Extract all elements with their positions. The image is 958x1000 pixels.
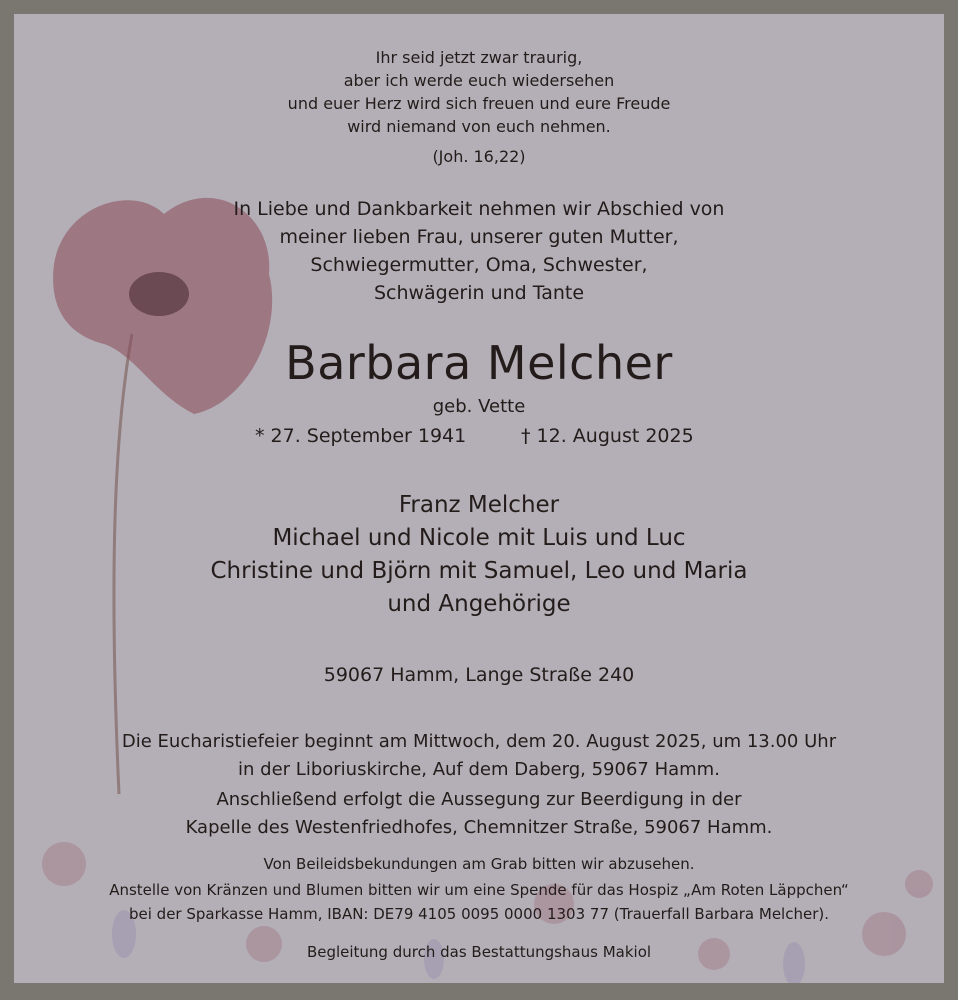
deceased-name: Barbara Melcher — [285, 336, 673, 390]
service-line: Kapelle des Westenfriedhofes, Chemnitzer Straße, 59067 Hamm. — [185, 817, 773, 838]
family-line: und Angehörige — [387, 591, 571, 617]
bible-reference: (Joh. 16,22) — [432, 147, 526, 166]
poem-line: aber ich werde euch wiedersehen — [343, 71, 615, 90]
dedication-line: In Liebe und Dankbarkeit nehmen wir Abschied von — [233, 198, 725, 220]
maiden-name: geb. Vette — [432, 396, 526, 417]
poem-line: Ihr seid jetzt zwar traurig, — [375, 48, 583, 67]
service-line: Die Eucharistiefeier beginnt am Mittwoch, dem 20. August 2025, um 13.00 Uhr — [121, 731, 837, 752]
death-date: † 12. August 2025 — [521, 425, 694, 447]
bank-details: bei der Sparkasse Hamm, IBAN: DE79 4105 0095 0000 1303 77 (Trauerfall Barbara Melcher). — [128, 905, 829, 923]
service-line: Anschließend erfolgt die Aussegung zur Beerdigung in der — [216, 789, 742, 810]
funeral-home-credit: Begleitung durch das Bestattungshaus Makiol — [306, 943, 652, 961]
dedication-line: Schwiegermutter, Oma, Schwester, — [310, 254, 648, 276]
dedication-line: meiner lieben Frau, unserer guten Mutter, — [279, 226, 679, 248]
birth-date: * 27. September 1941 — [255, 425, 467, 447]
family-line: Michael und Nicole mit Luis und Luc — [272, 525, 686, 551]
dedication-line: Schwägerin und Tante — [373, 282, 585, 304]
address: 59067 Hamm, Lange Straße 240 — [323, 664, 635, 686]
obituary-card — [14, 14, 944, 983]
family-line: Christine und Björn mit Samuel, Leo und Maria — [210, 558, 748, 584]
service-line: in der Liboriuskirche, Auf dem Daberg, 59067 Hamm. — [238, 759, 720, 780]
poem-line: und euer Herz wird sich freuen und eure Freude — [287, 94, 671, 113]
family-line: Franz Melcher — [398, 492, 560, 518]
note-line: Von Beileidsbekundungen am Grab bitten wir abzusehen. — [263, 855, 695, 873]
donation-note: Anstelle von Kränzen und Blumen bitten wir um eine Spende für das Hospiz „Am Roten Läppchen“ — [109, 881, 849, 899]
poem-line: wird niemand von euch nehmen. — [347, 117, 611, 136]
